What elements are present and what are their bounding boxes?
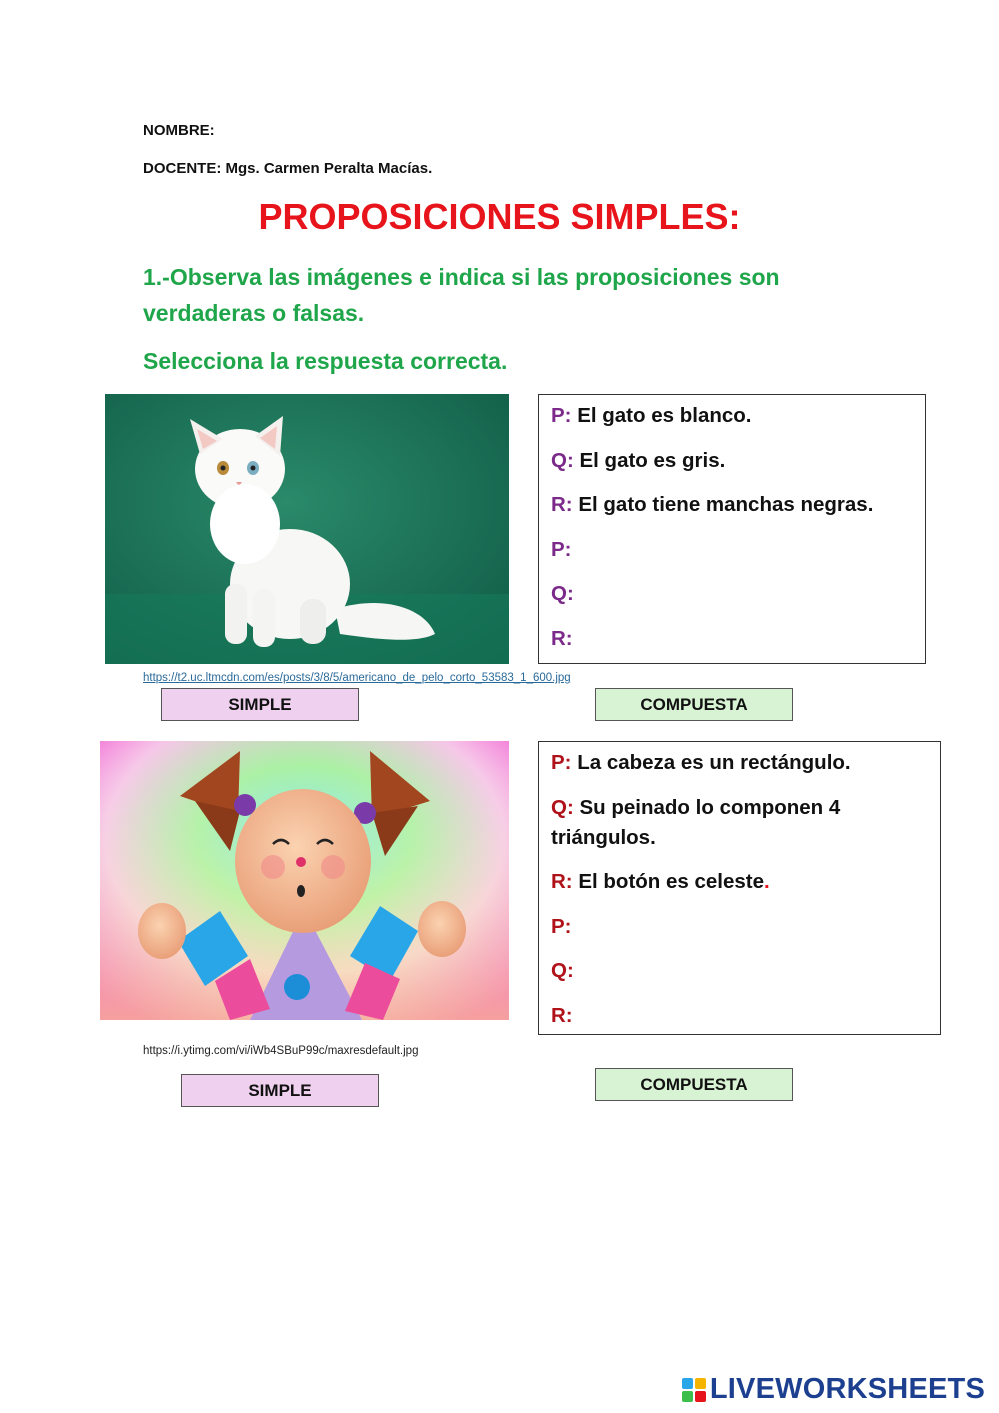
answer-r[interactable] [551, 624, 913, 654]
answer-p[interactable] [551, 535, 913, 565]
prop-label: R: [551, 493, 573, 516]
prop-label: P: [551, 751, 572, 774]
prop-label: P: [551, 404, 572, 427]
liveworksheets-logo[interactable] [682, 1373, 985, 1406]
prop-label: R: [551, 626, 573, 650]
answer-p[interactable] [551, 912, 928, 942]
prop-label: Q: [551, 959, 574, 982]
proposition-p [551, 401, 913, 431]
nombre-label: NOMBRE: [143, 122, 215, 139]
prop-label: Q: [551, 582, 574, 605]
answer-q[interactable] [551, 579, 913, 609]
page-title: PROPOSICIONES SIMPLES: [258, 196, 741, 237]
instruction-line-1: 1.-Observa las imágenes e indica si las proposiciones son [143, 264, 780, 290]
girl-image [100, 741, 509, 1020]
propositions-box-2 [538, 741, 941, 1035]
proposition-q [551, 446, 913, 476]
proposition-q [551, 793, 928, 823]
proposition-q-continued [551, 823, 928, 853]
docente-label: DOCENTE: Mgs. Carmen Peralta Macías. [143, 160, 433, 177]
instruction-line-2: verdaderas o falsas. [143, 300, 365, 326]
prop-label: P: [551, 914, 572, 938]
prop-text: El gato es gris. [573, 448, 726, 472]
simple-option-2[interactable]: SIMPLE [181, 1074, 379, 1107]
prop-text: El botón es celeste [572, 870, 765, 893]
simple-option-1[interactable]: SIMPLE [161, 688, 359, 721]
prop-text: El gato tiene manchas negras. [572, 493, 874, 516]
proposition-p [551, 748, 928, 778]
image-source-link-1[interactable]: https://t2.uc.ltmcdn.com/es/posts/3/8/5/americano_de_pelo_corto_53583_1_600.jpg [143, 672, 571, 684]
geometric-girl-illustration-icon [100, 741, 509, 1020]
prop-text: La cabeza es un rectángulo. [571, 751, 851, 774]
prop-label: Q: [551, 795, 574, 819]
kitten-image [105, 394, 509, 664]
answer-r[interactable] [551, 1001, 928, 1031]
white-kitten-photo-icon [105, 394, 509, 664]
instruction-line-3: Selecciona la respuesta correcta. [143, 348, 508, 374]
liveworksheets-logo-icon [682, 1378, 706, 1402]
compuesta-option-1[interactable]: COMPUESTA [595, 688, 793, 721]
prop-text: triángulos. [551, 825, 656, 849]
prop-suffix: . [764, 870, 770, 893]
logo-text: LIVEWORKSHEETS [709, 1373, 985, 1405]
proposition-r [551, 867, 928, 897]
answer-q[interactable] [551, 956, 928, 986]
prop-text: Su peinado lo componen 4 [573, 795, 841, 819]
prop-text: El gato es blanco. [571, 404, 752, 427]
prop-label: P: [551, 537, 572, 561]
prop-label: Q: [551, 448, 574, 472]
prop-label: R: [551, 1003, 573, 1027]
compuesta-option-2[interactable]: COMPUESTA [595, 1068, 793, 1101]
proposition-r [551, 490, 913, 520]
propositions-box-1 [538, 394, 926, 664]
image-source-url-2: https://i.ytimg.com/vi/iWb4SBuP99c/maxresdefault.jpg [143, 1045, 419, 1057]
prop-label: R: [551, 870, 573, 893]
